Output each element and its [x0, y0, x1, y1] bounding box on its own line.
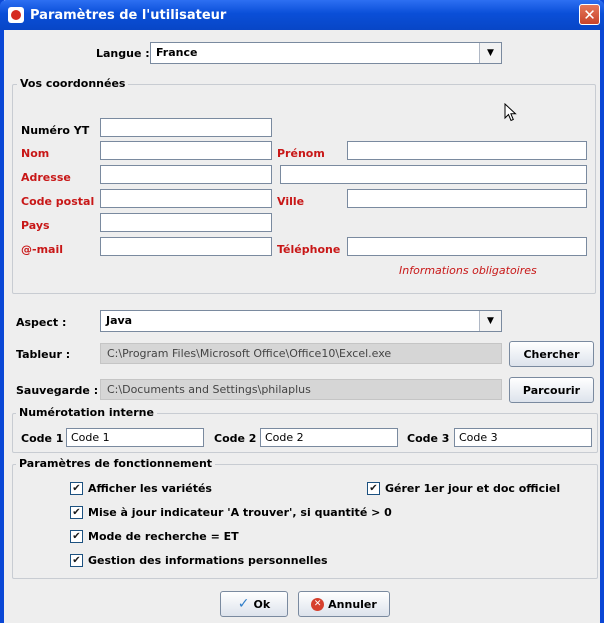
- ok-button[interactable]: [220, 591, 288, 617]
- ok-label: Ok: [253, 597, 271, 611]
- ville-label: Ville: [277, 195, 305, 208]
- cancel-icon: ✕: [311, 598, 324, 611]
- gestion-infos-checkbox[interactable]: [70, 554, 328, 567]
- langue-select[interactable]: [150, 42, 502, 64]
- ville-field[interactable]: [347, 189, 587, 208]
- langue-label: Langue :: [96, 47, 150, 60]
- aspect-value: Java: [106, 314, 133, 327]
- coordonnees-title: Vos coordonnées: [17, 77, 128, 90]
- varietes-checkbox[interactable]: [70, 482, 212, 495]
- email-field[interactable]: [100, 237, 272, 256]
- parcourir-button[interactable]: Parcourir: [509, 377, 594, 403]
- required-note: Informations obligatoires: [399, 264, 537, 277]
- tableur-label: Tableur :: [16, 348, 71, 361]
- nom-field[interactable]: [100, 141, 272, 160]
- code3-field[interactable]: Code 3: [454, 428, 592, 447]
- tableur-field[interactable]: C:\Program Files\Microsoft Office\Office10\Excel.exe: [100, 343, 502, 364]
- adresse-field-1[interactable]: [100, 165, 272, 184]
- code1-field[interactable]: Code 1: [66, 428, 204, 447]
- nom-label: Nom: [21, 147, 50, 160]
- chercher-button[interactable]: Chercher: [509, 341, 594, 367]
- code2-label: Code 2: [214, 432, 257, 445]
- check-icon: ✓: [237, 596, 250, 612]
- window-title: Paramètres de l'utilisateur: [30, 7, 227, 23]
- title-bar[interactable]: [0, 0, 604, 30]
- prenom-field[interactable]: [347, 141, 587, 160]
- pays-field[interactable]: [100, 213, 272, 232]
- chevron-down-icon[interactable]: ▼: [479, 43, 501, 63]
- code2-field[interactable]: Code 2: [260, 428, 398, 447]
- code1-label: Code 1: [21, 432, 64, 445]
- telephone-label: Téléphone: [277, 243, 341, 256]
- chevron-down-icon[interactable]: ▼: [479, 311, 501, 331]
- sauvegarde-label: Sauvegarde :: [16, 384, 99, 397]
- checkbox-checked-icon[interactable]: ✔: [70, 482, 83, 495]
- pays-label: Pays: [21, 219, 50, 232]
- close-button[interactable]: ✕: [579, 4, 600, 25]
- gestion-infos-label: Gestion des informations personnelles: [88, 554, 328, 567]
- aspect-select[interactable]: [100, 310, 502, 332]
- mise-a-jour-checkbox[interactable]: [70, 506, 392, 519]
- aspect-label: Aspect :: [16, 316, 67, 329]
- code-postal-field[interactable]: [100, 189, 272, 208]
- varietes-label: Afficher les variétés: [88, 482, 212, 495]
- premier-jour-label: Gérer 1er jour et doc officiel: [385, 482, 561, 495]
- langue-value: France: [156, 46, 198, 59]
- checkbox-checked-icon[interactable]: ✔: [70, 530, 83, 543]
- code-postal-label: Code postal: [21, 195, 95, 208]
- numerotation-title: Numérotation interne: [16, 406, 157, 419]
- mode-recherche-label: Mode de recherche = ET: [88, 530, 239, 543]
- mouse-cursor-icon: [504, 103, 518, 123]
- annuler-button[interactable]: [298, 591, 390, 617]
- telephone-field[interactable]: [347, 237, 587, 256]
- mise-a-jour-label: Mise à jour indicateur 'A trouver', si quantité > 0: [88, 506, 392, 519]
- checkbox-checked-icon[interactable]: ✔: [70, 554, 83, 567]
- mode-recherche-checkbox[interactable]: [70, 530, 239, 543]
- annuler-label: Annuler: [328, 597, 377, 611]
- parametres-title: Paramètres de fonctionnement: [16, 457, 215, 470]
- email-label: @-mail: [21, 243, 63, 256]
- prenom-label: Prénom: [277, 147, 325, 160]
- app-icon: [8, 7, 24, 23]
- sauvegarde-field[interactable]: C:\Documents and Settings\philaplus: [100, 379, 502, 400]
- numero-yt-label: Numéro YT: [21, 124, 90, 137]
- premier-jour-checkbox[interactable]: [367, 482, 560, 495]
- checkbox-checked-icon[interactable]: ✔: [70, 506, 83, 519]
- adresse-label: Adresse: [21, 171, 71, 184]
- code3-label: Code 3: [407, 432, 450, 445]
- adresse-field-2[interactable]: [280, 165, 587, 184]
- checkbox-checked-icon[interactable]: ✔: [367, 482, 380, 495]
- numero-yt-field[interactable]: [100, 118, 272, 137]
